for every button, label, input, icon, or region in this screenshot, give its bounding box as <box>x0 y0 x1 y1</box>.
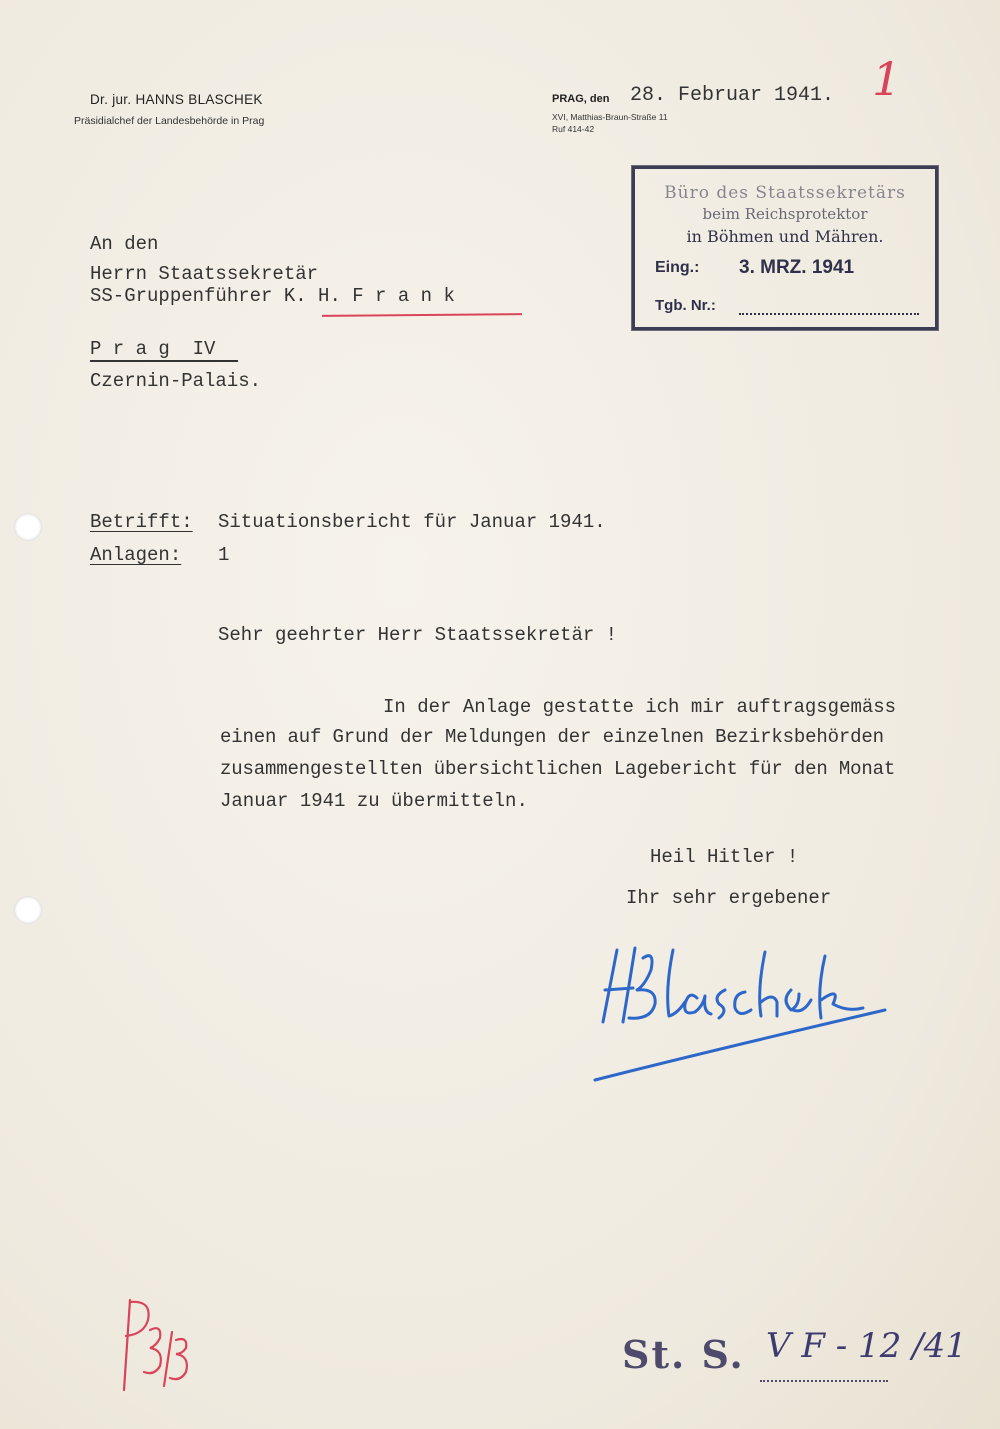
anlagen-value: 1 <box>218 544 230 566</box>
sender-phone: Ruf 414-42 <box>552 124 595 134</box>
sender-address: XVI, Matthias-Braun-Straße 11 <box>552 112 668 122</box>
letter-date: 28. Februar 1941. <box>630 84 835 107</box>
file-mark-code: V F - 12 /41 <box>766 1326 967 1366</box>
stamp-eing-label: Eing.: <box>655 259 700 276</box>
stamp-line2: beim Reichsprotektor <box>702 205 868 223</box>
recipient-building: Czernin-Palais. <box>90 370 262 392</box>
stamp-line3: in Böhmen und Mähren. <box>686 227 884 246</box>
letterhead-name: Dr. jur. HANNS BLASCHEK <box>90 92 263 107</box>
body-line2: einen auf Grund der Meldungen der einzelnen Bezirksbehörden <box>220 726 884 748</box>
closing-greeting: Heil Hitler ! <box>650 846 799 868</box>
closing-valediction: Ihr sehr ergebener <box>626 887 832 909</box>
stamp-tgb-dotted-line <box>739 313 919 315</box>
body-line3: zusammengestellten übersichtlichen Lagebericht für den Monat <box>220 758 896 780</box>
punch-hole-bottom <box>14 896 42 924</box>
recipient-city-underline <box>90 360 238 362</box>
salutation: Sehr geehrter Herr Staatssekretär ! <box>218 624 618 646</box>
recipient-line1: An den <box>90 233 159 255</box>
body-line4: Januar 1941 zu übermitteln. <box>220 790 528 812</box>
page-number-mark: 1 <box>872 52 902 106</box>
file-mark-prefix: St. S. <box>622 1332 745 1377</box>
recipient-line2: Herrn Staatssekretär <box>90 263 319 285</box>
handwritten-signature <box>585 930 895 1090</box>
anlagen-label: Anlagen: <box>90 544 182 566</box>
recipient-name-underline <box>322 313 522 317</box>
body-line1: In der Anlage gestatte ich mir auftragsgemäss <box>383 696 897 718</box>
recipient-city: P r a g IV <box>90 338 216 360</box>
letterhead-title: Präsidialchef der Landesbehörde in Prag <box>74 115 265 127</box>
stamp-eing-date: 3. MRZ. 1941 <box>739 257 855 278</box>
city-label: PRAG, den <box>552 93 610 105</box>
stamp-line1: Büro des Staatssekretärs <box>664 183 906 203</box>
betrifft-value: Situationsbericht für Januar 1941. <box>218 511 606 533</box>
received-stamp <box>632 166 938 330</box>
file-mark-underline <box>760 1380 888 1382</box>
punch-hole-top <box>14 513 42 541</box>
pencil-note-mark <box>108 1290 198 1400</box>
recipient-line3: SS-Gruppenführer K. H. F r a n k <box>90 285 455 307</box>
betrifft-label: Betrifft: <box>90 511 193 533</box>
stamp-tgb-label: Tgb. Nr.: <box>655 297 716 314</box>
